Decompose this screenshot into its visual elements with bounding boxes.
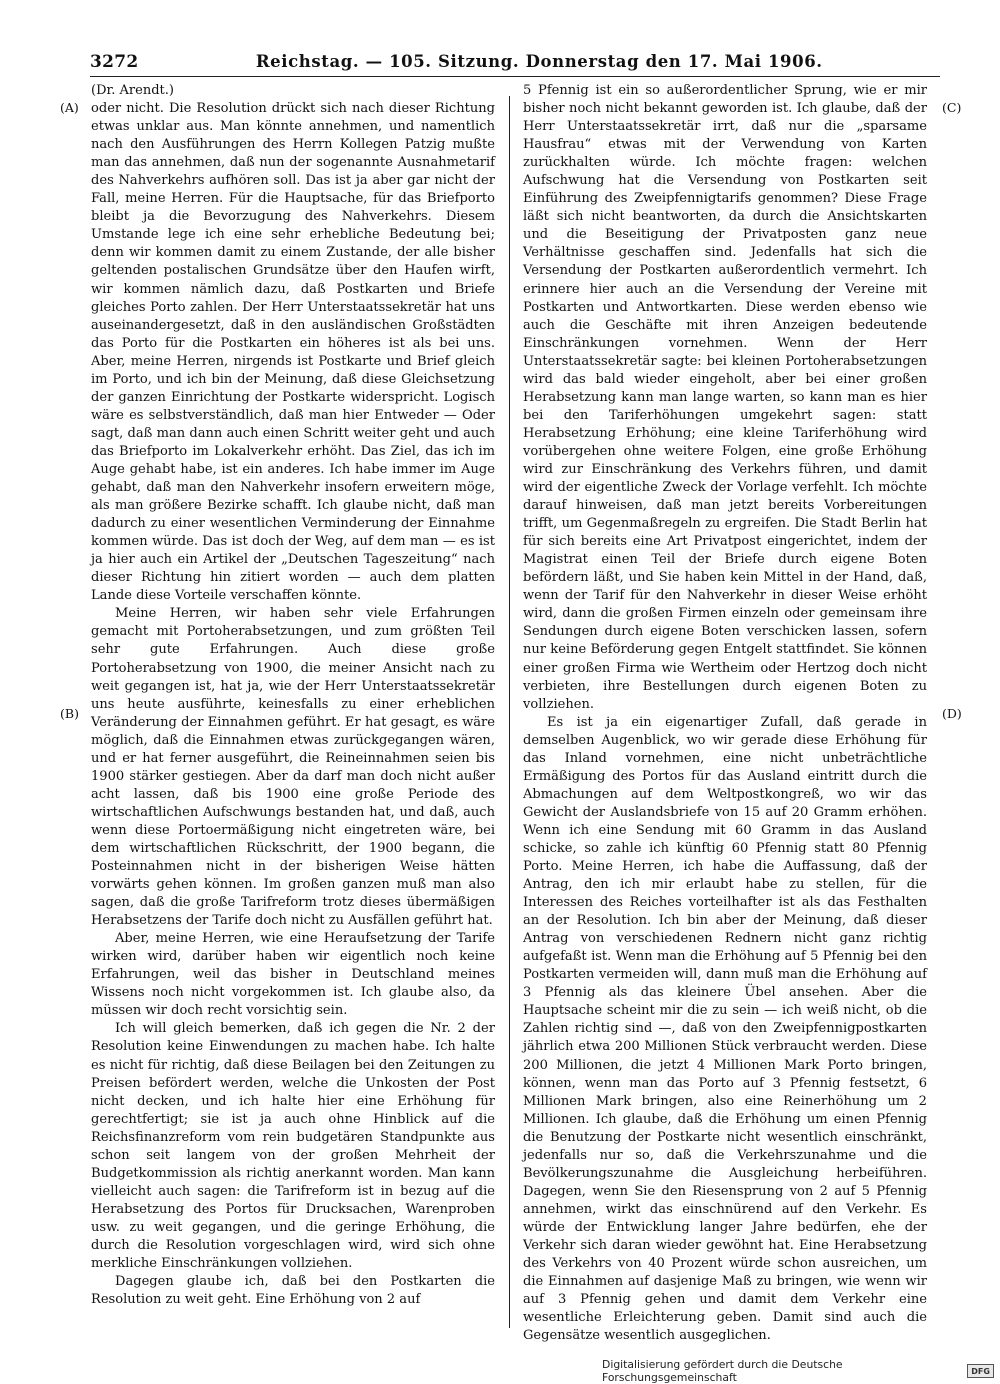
dfg-logo: DFG (967, 1364, 994, 1378)
paragraph: Ich will gleich bemerken, daß ich gegen die Nr. 2 der Resolution keine Einwendungen zu machen habe. Ich halte es nicht für richtig, daß diese Beilagen bei den Zeitungen zu Preisen befördert werden, welche die Unkosten der Post nicht decken, und ich halte hier eine Erhöhung für gerechtfertigt; sie ist ja auch ohne Hinblick auf die Reichsfinanzreform vom rein budgetären Standpunkte aus schon seit langem von der großen Mehrheit der Budgetkommission als richtig anerkannt worden. Man kann vielleicht auch sagen: die Tarifreform ist in bezug auf die Herabsetzung des Portos für Drucksachen, Warenproben usw. zu weit gegangen, und die geringe Erhöhung, die durch die Resolution vorgeschlagen wird, wird sich ohne merkliche Einschränkungen vollziehen. (91, 1021, 495, 1272)
speaker-label: (Dr. Arendt.) (91, 83, 174, 98)
page-number: 3272 (90, 52, 139, 72)
paragraph: 5 Pfennig ist ein so außerordentlicher Sprung, wie er mir bisher noch nicht bekannt geworden ist. Ich glaube, daß der Herr Unterstaatssekretär irrt, daß nur die „sparsame Hausfrau“ etwas mit der Verwendung von Karten zurückhalten würde. Ich möchte fragen: welchen Aufschwung hat die Versendung von Postkarten seit Einführung des Zweipfennigtarifs genommen? Diese Frage läßt sich nicht beantworten, da durch die Ansichtskarten und die Beseitigung der Privatposten ganz neue Verhältnisse geschaffen sind. Jedenfalls hat sich die Versendung der Postkarten außerordentlich vermehrt. Ich erinnere hier auch an die Versendung der Vereine mit Postkarten und Antwortkarten. Diese werden ebenso wie auch die Geschäfte mit ihren Anzeigen bedeutende Einschränkungen vornehmen. Wenn der Herr Unterstaatssekretär sagte: bei kleinen Portoherabsetzungen wird das bald wieder eingeholt, aber bei einer großen Herabsetzung kann man lange warten, so kann man es hier bei den Tariferhöhungen umgekehrt sagen: statt Herabsetzung Erhöhung; eine kleine Tariferhöhung wird vorübergehen ohne weitere Folgen, eine große Erhöhung wird zur Einschränkung des Verkehrs führen, und damit wird der eigentliche Zweck der Vorlage verfehlt. Ich möchte darauf hinweisen, daß man jetzt bereits Vorbereitungen trifft, um Gegenmaßregeln zu ergreifen. Die Stadt Berlin hat für sich bereits eine Art Privatpost eingerichtet, indem der Magistrat einen Teil der Briefe durch eigene Boten befördern läßt, und Sie haben kein Mittel in der Hand, daß, wenn der Tarif für den Nahverkehr in dieser Weise erhöht wird, dann die großen Firmen einzeln oder gemeinsam ihre Sendungen durch eigene Boten verschicken lassen, sofern nur keine Beförderung gegen Entgelt stattfindet. Sie können einer großen Firma wie Wertheim oder Hertzog doch nicht verbieten, ihre Bestellungen durch eigenen Boten zu vollziehen. (523, 83, 927, 712)
paragraph: Aber, meine Herren, wie eine Heraufsetzung der Tarife wirken wird, darüber haben wir eigentlich noch keine Erfahrungen, weil das bisher in Deutschland meines Wissens noch nicht vorgekommen ist. Ich glaube also, da müssen wir doch recht vorsichtig sein. (91, 931, 495, 1019)
paragraph: oder nicht. Die Resolution drückt sich nach dieser Richtung etwas unklar aus. Man könnte annehmen, und namentlich nach den Ausführungen des Herrn Kollegen Patzig mußte man das annehmen, daß nun der sogenannte Ausnahmetarif des Nahverkehrs aufhören soll. Das ist ja aber gar nicht der Fall, meine Herren. Für die Hauptsache, für das Briefporto bleibt ja die Bevorzugung des Nahverkehrs. Diesem Umstande lege ich eine sehr erhebliche Bedeutung bei; denn wir kommen damit zu einem Zustande, der alle bisher geltenden postalischen Grundsätze über den Haufen wirft, wir kommen nämlich dazu, daß Postkarten und Briefe gleiches Porto zahlen. Der Herr Unterstaatssekretär hat uns auseinandergesetzt, daß in den ausländischen Großstädten das Porto für die Postkarten ein höheres ist als bei uns. Aber, meine Herren, nirgends ist Postkarte und Brief gleich im Porto, und ich bin der Meinung, daß diese Gleichsetzung der ganzen Einrichtung der Postkarte widerspricht. Logisch wäre es selbstverständlich, daß man hier Entweder — Oder sagt, daß man dann auch einen Schritt weiter geht und auch das Briefporto im Lokalverkehr erhöht. Das Ziel, das ich im Auge gehabt habe, ist ein anderes. Ich habe immer im Auge gehabt, daß man den Nahverkehr insofern erweitern möge, als man größere Bezirke schafft. Ich glaube nicht, daß man dadurch zu einer wesentlichen Verminderung der Einnahme kommen würde. Das ist doch der Weg, auf dem man — es ist ja hier auch ein Artikel der „Deutschen Tageszeitung“ nach dieser Richtung hin zitiert worden — auch dem platten Lande diese Vorteile verschaffen könnte. (91, 101, 495, 604)
margin-marker-b: (B) (60, 706, 79, 721)
margin-marker-d: (D) (942, 706, 962, 721)
footer (602, 1358, 994, 1384)
margin-marker-c: (C) (942, 100, 962, 115)
margin-marker-a: (A) (60, 100, 79, 115)
footer-credit: Digitalisierung gefördert durch die Deutsche Forschungsgemeinschaft (602, 1358, 843, 1384)
paragraph: Es ist ja ein eigenartiger Zufall, daß gerade in demselben Augenblick, wo wir gerade diese Erhöhung für das Inland vornehmen, eine nicht unbeträchtliche Ermäßigung des Portos für das Ausland eintritt durch die Abmachungen auf dem Weltpostkongreß, wo wir das Gewicht der Auslandsbriefe von 15 auf 20 Gramm erhöhen. Wenn ich eine Sendung mit 60 Gramm in das Ausland schicke, so zahle ich künftig 60 Pfennig statt 80 Pfennig Porto. Meine Herren, ich habe die Auffassung, daß der Antrag, den ich mir erlaubt habe zu stellen, für die Interessen des Reiches vorteilhafter ist als das Festhalten an der Resolution. Ich bin aber der Meinung, daß dieser Antrag von verschiedenen Rednern nicht ganz richtig aufgefaßt ist. Wenn man die Erhöhung auf 5 Pfennig bei den Postkarten vermeiden will, dann muß man die Erhöhung auf 3 Pfennig als das kleinere Übel ansehen. Aber die Hauptsache scheint mir die zu sein — ich weiß nicht, ob die Zahlen richtig sind —, daß von den Zweipfennigpostkarten jährlich etwa 200 Millionen Stück verbraucht werden. Diese 200 Millionen, die jetzt 4 Millionen Mark Porto bringen, können, wenn man das Porto auf 3 Pfennig festsetzt, 6 Millionen Mark bringen, also eine Reinerhöhung um 2 Millionen. Ich glaube, daß die Erhöhung um einen Pfennig die Benutzung der Postkarte nicht wesentlich einschränkt, jedenfalls nur so, daß die Verkehrszunahme und die Bevölkerungszunahme die Ausgleichung herbeiführen. Dagegen, wenn Sie den Riesensprung von 2 auf 5 Pfennig annehmen, wirkt das einschnürend auf den Verkehr. Es würde der Entwicklung langer Jahre bedürfen, ehe der Verkehr sich daran wieder gewöhnt hat. Eine Herabsetzung des Verkehrs von 40 Prozent würde schon ausreichen, um die Einnahmen auf dasjenige Maß zu bringen, wie wenn wir auf 3 Pfennig gehen und damit dem Verkehr eine wesentliche Erleichterung geben. Damit sind auch die Gegensätze wesentlich ausgeglichen. (523, 714, 927, 1344)
paragraph: Meine Herren, wir haben sehr viele Erfahrungen gemacht mit Portoherabsetzungen, und zum größten Teil sehr gute Erfahrungen. Auch diese große Portoherabsetzung von 1900, die meiner Ansicht nach zu weit gegangen ist, hat ja, wie der Herr Unterstaatssekretär uns heute ausführte, keinesfalls zu einer erheblichen Veränderung der Einnahmen geführt. Er hat gesagt, es wäre möglich, daß die Einnahmen etwas zurückgegangen wären, und er hat ferner ausgeführt, die Reineinnahmen seien bis 1900 stärker gestiegen. Aber da darf man doch nicht außer acht lassen, daß bis 1900 eine große Periode des wirtschaftlichen Aufschwungs bestanden hat, und daß, auch wenn diese Portoermäßigung nicht eingetreten wäre, bei dem wirtschaftlichen Rückschritt, der 1900 begann, die Posteinnahmen nicht in der bisherigen Weise hätten vorwärts gehen können. Im großen ganzen muß man also sagen, daß die große Tarifreform trotz dieses übermäßigen Herabsetzens der Tarife doch nicht zu Ausfällen geführt hat. (91, 606, 495, 929)
right-column (523, 82, 927, 1345)
paragraph: Dagegen glaube ich, daß bei den Postkarten die Resolution zu weit geht. Eine Erhöhung von 2 auf (91, 1274, 495, 1308)
column-divider (509, 96, 510, 1328)
running-title: Reichstag. — 105. Sitzung. Donnerstag den 17. Mai 1906. (255, 52, 823, 71)
left-column (91, 82, 495, 1309)
page-header (90, 52, 940, 77)
